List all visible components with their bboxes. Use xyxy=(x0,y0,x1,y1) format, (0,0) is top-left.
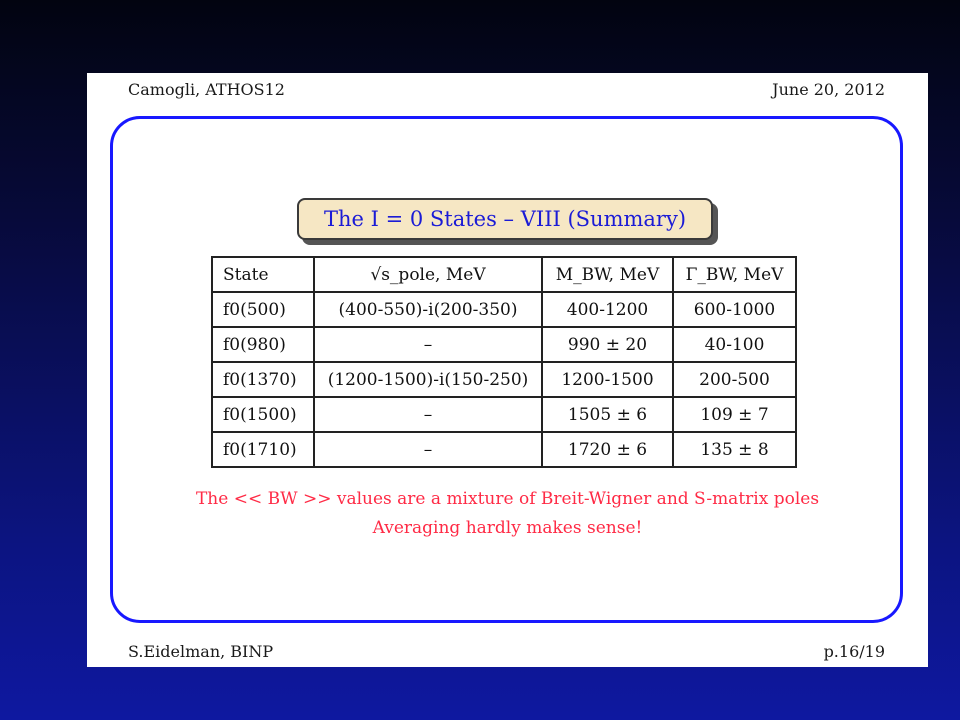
slide xyxy=(87,73,928,667)
pole-cell: – xyxy=(314,432,542,467)
summary-table xyxy=(211,256,797,468)
table-row xyxy=(212,432,796,467)
mass-cell: 1505 ± 6 xyxy=(542,397,673,432)
table-row xyxy=(212,292,796,327)
note-line-1: The << BW >> values are a mixture of Breit-Wigner and S-matrix poles xyxy=(195,489,820,509)
state-cell: f0(1370) xyxy=(212,362,314,397)
header-left: Camogli, ATHOS12 xyxy=(128,80,285,99)
table-header-row xyxy=(212,257,796,292)
header-cell: State xyxy=(212,257,314,292)
slide-title: The I = 0 States – VIII (Summary) xyxy=(297,198,713,240)
table-row xyxy=(212,327,796,362)
header-cell: M_BW, MeV xyxy=(542,257,673,292)
state-cell: f0(980) xyxy=(212,327,314,362)
table-row xyxy=(212,397,796,432)
mass-cell: 990 ± 20 xyxy=(542,327,673,362)
mass-cell: 1720 ± 6 xyxy=(542,432,673,467)
state-cell: f0(1710) xyxy=(212,432,314,467)
pole-cell: – xyxy=(314,397,542,432)
pole-cell: (400-550)-i(200-350) xyxy=(314,292,542,327)
width-cell: 200-500 xyxy=(673,362,796,397)
width-cell: 40-100 xyxy=(673,327,796,362)
width-cell: 600-1000 xyxy=(673,292,796,327)
width-cell: 109 ± 7 xyxy=(673,397,796,432)
footer-right: p.16/19 xyxy=(823,642,885,661)
state-cell: f0(500) xyxy=(212,292,314,327)
state-cell: f0(1500) xyxy=(212,397,314,432)
width-cell: 135 ± 8 xyxy=(673,432,796,467)
mass-cell: 400-1200 xyxy=(542,292,673,327)
pole-cell: (1200-1500)-i(150-250) xyxy=(314,362,542,397)
header-right: June 20, 2012 xyxy=(772,80,885,99)
footer-left: S.Eidelman, BINP xyxy=(128,642,274,661)
header-cell: √s_pole, MeV xyxy=(314,257,542,292)
note-line-2: Averaging hardly makes sense! xyxy=(372,518,643,538)
header-cell: Γ_BW, MeV xyxy=(673,257,796,292)
table-row xyxy=(212,362,796,397)
pole-cell: – xyxy=(314,327,542,362)
mass-cell: 1200-1500 xyxy=(542,362,673,397)
